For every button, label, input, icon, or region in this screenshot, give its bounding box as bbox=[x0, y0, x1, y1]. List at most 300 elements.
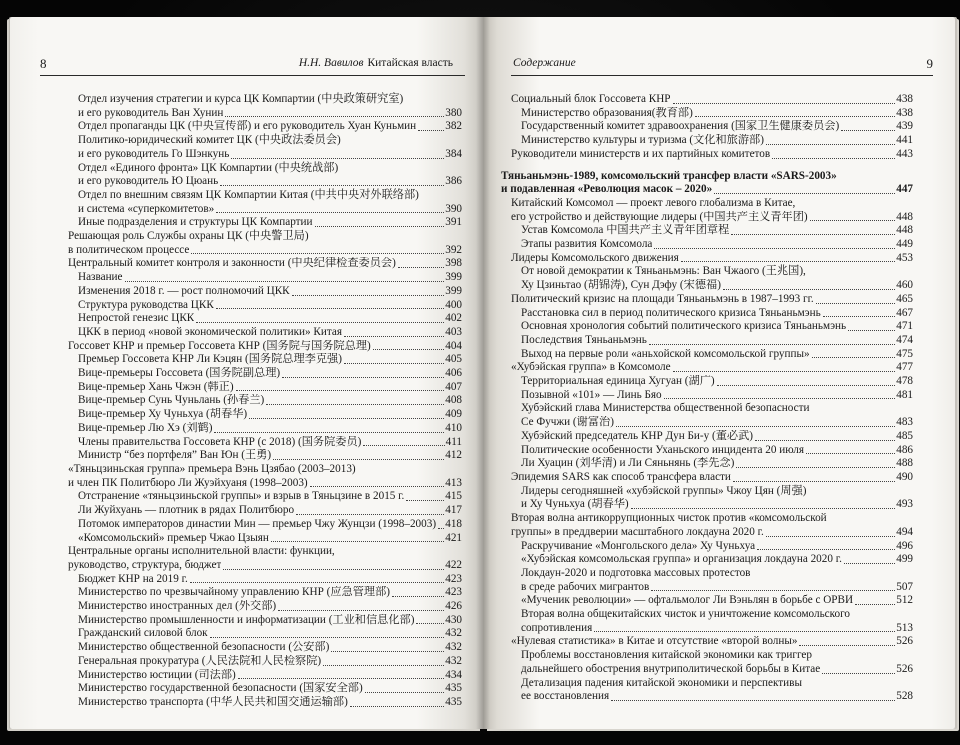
toc-page-number: 406 bbox=[445, 367, 462, 380]
toc-entry-line: Решающая роль Службы охраны ЦК (中央警卫局) bbox=[68, 230, 309, 243]
toc-page-number: 432 bbox=[445, 654, 462, 667]
right-page-header bbox=[513, 57, 933, 75]
toc-entry bbox=[68, 614, 462, 628]
toc-entry-title: Министерство общественной безопасности (公安部) bbox=[78, 641, 330, 654]
toc-section-heading bbox=[501, 183, 913, 197]
toc-entry-title: Вице-премьер Ху Чуньхуа (胡春华) bbox=[78, 408, 248, 421]
toc-page-number: 488 bbox=[896, 457, 913, 470]
toc-page-number: 475 bbox=[896, 347, 913, 360]
toc-page-number: 390 bbox=[445, 202, 462, 215]
toc-leader-dots bbox=[323, 665, 444, 666]
toc-entry-title: Хубэйский председатель КНР Дун Би-у (董必武) bbox=[521, 429, 754, 442]
toc-entry-title: Непростой генезис ЦКК bbox=[78, 312, 195, 325]
toc-page-number: 448 bbox=[896, 210, 913, 223]
toc-page-number: 448 bbox=[896, 224, 913, 237]
toc-page-number: 439 bbox=[896, 120, 913, 133]
toc-entry bbox=[68, 518, 462, 532]
toc-leader-dots bbox=[757, 549, 895, 550]
toc-page-number: 403 bbox=[445, 325, 462, 338]
toc-page-number: 465 bbox=[896, 292, 913, 305]
toc-leader-dots bbox=[438, 528, 444, 529]
toc-leader-dots bbox=[695, 116, 895, 117]
toc-entry bbox=[68, 627, 462, 641]
toc-entry bbox=[501, 334, 913, 348]
toc-entry-title: Министерство образования(教育部) bbox=[521, 106, 693, 119]
toc-entry bbox=[501, 594, 913, 608]
toc-leader-dots bbox=[806, 453, 895, 454]
toc-entry-title: Министерство промышленности и информатизации (工业和信息化部) bbox=[78, 613, 415, 626]
toc-page-number: 386 bbox=[445, 175, 462, 188]
toc-entry bbox=[68, 682, 462, 696]
toc-entry-title: Основная хронология событий политического кризиса Тяньаньмэнь bbox=[521, 320, 847, 333]
toc-entry-title: Вице-премьеры Госсовета (国务院副总理) bbox=[78, 367, 281, 380]
toc-entry-title: «Нулевая статистика» в Китае и отсутствие «второй волны» bbox=[511, 635, 798, 648]
toc-entry bbox=[68, 655, 462, 669]
toc-entry bbox=[68, 326, 462, 340]
toc-page-number: 426 bbox=[445, 600, 462, 613]
toc-page-number: 404 bbox=[445, 339, 462, 352]
toc-entry bbox=[501, 320, 913, 334]
author-name: Н.Н. Вавилов bbox=[298, 57, 364, 69]
toc-page-number: 418 bbox=[445, 517, 462, 530]
toc-page-number: 384 bbox=[445, 147, 462, 160]
toc-entry-title: и его руководитель Ван Хунин bbox=[78, 106, 224, 119]
toc-page-number: 486 bbox=[896, 443, 913, 456]
toc-leader-dots bbox=[331, 651, 444, 652]
toc-entry-title: Отстранение «тяньцзиньской группы» и взрыв в Тяньцзине в 2015 г. bbox=[78, 490, 405, 503]
toc-page-number: 417 bbox=[445, 504, 462, 517]
toc-page-number: 400 bbox=[445, 298, 462, 311]
toc-leader-dots bbox=[714, 193, 895, 194]
toc-entry bbox=[501, 120, 913, 134]
toc-entry bbox=[501, 279, 913, 293]
toc-leader-dots bbox=[191, 253, 444, 254]
toc-leader-dots bbox=[651, 590, 895, 591]
toc-entry-title: в среде рабочих мигрантов bbox=[521, 580, 650, 593]
toc-entry bbox=[501, 444, 913, 458]
toc-entry bbox=[501, 293, 913, 307]
toc-leader-dots bbox=[631, 508, 896, 509]
toc-page-number: 460 bbox=[896, 279, 913, 292]
right-page-number: 9 bbox=[926, 56, 933, 71]
right-toc bbox=[501, 93, 913, 704]
toc-entry bbox=[501, 348, 913, 362]
toc-leader-dots bbox=[799, 645, 895, 646]
toc-leader-dots bbox=[681, 261, 895, 262]
left-running-head bbox=[299, 57, 453, 69]
left-page-header bbox=[40, 57, 467, 75]
toc-entry bbox=[68, 408, 462, 422]
open-book bbox=[10, 17, 955, 729]
toc-page-number: 447 bbox=[896, 183, 913, 196]
toc-leader-dots bbox=[611, 700, 895, 701]
toc-page-number: 410 bbox=[445, 421, 462, 434]
toc-section-heading: Тяньаньмэнь-1989, комсомольский трансфер власти «SARS-2003» bbox=[501, 169, 837, 182]
toc-entry bbox=[501, 457, 913, 471]
toc-entry bbox=[501, 252, 913, 266]
toc-entry-title: ЦКК в период «новой экономической политики» Китая bbox=[78, 325, 342, 338]
toc-entry-title: Устав Комсомола 中国共产主义青年团章程 bbox=[521, 224, 730, 237]
toc-entry bbox=[68, 175, 462, 189]
toc-entry bbox=[68, 216, 462, 230]
toc-entry-title: Премьер Госсовета КНР Ли Кэцян (国务院总理李克强) bbox=[78, 353, 342, 366]
toc-entry-title: Этапы развития Комсомола bbox=[521, 238, 653, 251]
book-title: Китайская власть bbox=[367, 57, 453, 69]
toc-page-number: 499 bbox=[896, 553, 913, 566]
left-page-number: 8 bbox=[40, 56, 47, 71]
toc-page-number: 438 bbox=[896, 106, 913, 119]
toc-entry-line: «Тяньцзиньская группа» премьера Вэнь Цзябао (2003–2013) bbox=[68, 462, 356, 475]
toc-page-number: 405 bbox=[445, 353, 462, 366]
toc-entry bbox=[501, 389, 913, 403]
toc-entry bbox=[68, 107, 462, 121]
toc-entry-title: Министерство транспорта (中华人民共和国交通运输部) bbox=[78, 695, 348, 708]
toc-leader-dots bbox=[344, 363, 444, 364]
toc-entry-title: Изменения 2018 г. — рост полномочий ЦКК bbox=[78, 284, 290, 297]
toc-leader-dots bbox=[848, 330, 895, 331]
toc-page-number: 453 bbox=[896, 251, 913, 264]
toc-entry-line: Отдел по внешним связям ЦК Компартии Китая (中共中央对外联络部) bbox=[78, 188, 419, 201]
toc-entry bbox=[68, 532, 462, 546]
toc-entry bbox=[68, 490, 462, 504]
toc-entry bbox=[501, 211, 913, 225]
toc-leader-dots bbox=[823, 316, 896, 317]
toc-page-number: 471 bbox=[896, 320, 913, 333]
toc-entry bbox=[501, 307, 913, 321]
toc-entry bbox=[68, 600, 462, 614]
toc-entry-line: Вторая волна общекитайских чисток и уничтожение комсомольского bbox=[521, 608, 851, 621]
toc-entry bbox=[68, 586, 462, 600]
toc-entry-title: «Хубэйская группа» в Комсомоле bbox=[511, 361, 671, 374]
toc-entry-title: руководство, структура, бюджет bbox=[68, 558, 222, 571]
toc-leader-dots bbox=[315, 226, 445, 227]
toc-page-number: 478 bbox=[896, 375, 913, 388]
toc-page-number: 407 bbox=[445, 380, 462, 393]
toc-entry bbox=[501, 540, 913, 554]
toc-leader-dots bbox=[416, 623, 444, 624]
toc-leader-dots bbox=[273, 459, 444, 460]
toc-entry bbox=[68, 422, 462, 436]
toc-page-number: 409 bbox=[445, 408, 462, 421]
toc-entry bbox=[68, 203, 462, 217]
right-page bbox=[483, 17, 955, 729]
toc-entry bbox=[501, 663, 913, 677]
toc-page-number: 438 bbox=[896, 93, 913, 105]
toc-leader-dots bbox=[616, 426, 895, 427]
toc-page-number: 435 bbox=[445, 695, 462, 708]
toc-entry-line: Отдел изучения стратегии и курса ЦК Компартии (中央政策研究室) bbox=[78, 93, 404, 105]
toc-page-number: 477 bbox=[896, 361, 913, 374]
toc-leader-dots bbox=[216, 308, 444, 309]
toc-entry-line: Отдел «Единого фронта» ЦК Компартии (中央统战部) bbox=[78, 161, 339, 174]
toc-entry-line: Детализация падения китайской экономики и перспективы bbox=[521, 676, 802, 689]
toc-leader-dots bbox=[278, 610, 444, 611]
toc-entry-title: Лидеры Комсомольского движения bbox=[511, 251, 679, 264]
toc-entry bbox=[68, 120, 462, 134]
toc-entry bbox=[501, 224, 913, 238]
toc-entry bbox=[68, 257, 462, 271]
toc-entry-title: ее восстановления bbox=[521, 690, 610, 703]
toc-entry-title: Структура руководства ЦКК bbox=[78, 298, 214, 311]
toc-entry bbox=[68, 244, 462, 258]
toc-entry-title: «Комсомольский» премьер Чжао Цзыян bbox=[78, 531, 269, 544]
toc-entry bbox=[501, 622, 913, 636]
toc-page-number: 512 bbox=[896, 594, 913, 607]
toc-leader-dots bbox=[733, 481, 895, 482]
toc-entry-title: Министерство иностранных дел (外交部) bbox=[78, 600, 277, 613]
toc-page-number: 513 bbox=[896, 621, 913, 634]
toc-entry-title: Политический кризис на площади Тяньаньмэнь в 1987–1993 гг. bbox=[511, 292, 814, 305]
toc-leader-dots bbox=[673, 103, 896, 104]
toc-entry-title: Социальный блок Госсовета КНР bbox=[511, 93, 671, 105]
toc-entry-title: Руководители министерств и их партийных комитетов bbox=[511, 147, 771, 160]
toc-leader-dots bbox=[292, 295, 445, 296]
toc-page-number: 423 bbox=[445, 586, 462, 599]
toc-entry-line: Центральные органы исполнительной власти: функции, bbox=[68, 545, 335, 558]
toc-entry bbox=[68, 312, 462, 326]
toc-leader-dots bbox=[214, 432, 444, 433]
toc-page-number: 485 bbox=[896, 429, 913, 442]
toc-page-number: 412 bbox=[445, 449, 462, 462]
toc-entry bbox=[68, 353, 462, 367]
toc-entry-title: Потомок императоров династии Мин — премьер Чжу Жунцзи (1998–2003) bbox=[78, 517, 437, 530]
toc-page-number: 496 bbox=[896, 539, 913, 552]
toc-entry bbox=[68, 641, 462, 655]
toc-entry-line: Локдаун-2020 и подготовка массовых протестов bbox=[521, 566, 751, 579]
toc-leader-dots bbox=[216, 212, 444, 213]
toc-entry bbox=[68, 504, 462, 518]
toc-leader-dots bbox=[812, 357, 896, 358]
toc-page-number: 413 bbox=[445, 476, 462, 489]
toc-entry-title: сопротивления bbox=[521, 621, 593, 634]
toc-leader-dots bbox=[392, 596, 444, 597]
toc-page-number: 483 bbox=[896, 416, 913, 429]
toc-leader-dots bbox=[282, 377, 444, 378]
toc-entry bbox=[501, 238, 913, 252]
toc-entry bbox=[501, 148, 913, 162]
toc-leader-dots bbox=[673, 371, 896, 372]
toc-entry bbox=[68, 436, 462, 450]
toc-leader-dots bbox=[755, 440, 895, 441]
toc-leader-dots bbox=[296, 514, 444, 515]
toc-leader-dots bbox=[406, 500, 444, 501]
toc-leader-dots bbox=[810, 220, 896, 221]
toc-leader-dots bbox=[731, 234, 895, 235]
toc-entry-title: дальнейшего обострения внутриполитической борьбы в Китае bbox=[521, 662, 821, 675]
toc-page-number: 432 bbox=[445, 641, 462, 654]
toc-leader-dots bbox=[772, 158, 895, 159]
toc-page-number: 432 bbox=[445, 627, 462, 640]
left-page bbox=[10, 17, 483, 729]
toc-leader-dots bbox=[310, 486, 445, 487]
toc-leader-dots bbox=[266, 404, 444, 405]
toc-entry-title: Политические особенности Уханьского инцидента 20 июля bbox=[521, 443, 805, 456]
toc-leader-dots bbox=[220, 185, 444, 186]
toc-entry-title: Гражданский силовой блок bbox=[78, 627, 208, 640]
toc-entry bbox=[68, 148, 462, 162]
toc-page-number: 435 bbox=[445, 682, 462, 695]
toc-entry bbox=[501, 361, 913, 375]
toc-leader-dots bbox=[350, 706, 444, 707]
toc-entry-title: Вице-премьер Сунь Чуньлань (孙春兰) bbox=[78, 394, 265, 407]
toc-leader-dots bbox=[236, 390, 445, 391]
toc-entry-title: в политическом процессе bbox=[68, 243, 190, 256]
toc-entry bbox=[501, 635, 913, 649]
toc-leader-dots bbox=[855, 604, 895, 605]
section-gap bbox=[501, 162, 913, 170]
toc-entry-title: Министр “без портфеля” Ван Юн (王勇) bbox=[78, 449, 272, 462]
toc-leader-dots bbox=[594, 631, 895, 632]
toc-entry-title: его устройство и действующие лидеры (中国共产主义青年团) bbox=[511, 210, 808, 223]
toc-leader-dots bbox=[373, 349, 444, 350]
toc-leader-dots bbox=[844, 563, 895, 564]
toc-entry-line: Хубэйский глава Министерства общественной безопасности bbox=[521, 402, 810, 415]
toc-entry bbox=[501, 498, 913, 512]
toc-entry-title: Выход на первые роли «аньхойской комсомольской группы» bbox=[521, 347, 810, 360]
toc-entry-title: Отдел пропаганды ЦК (中央宣传部) и его руководитель Хуан Куньмин bbox=[78, 120, 417, 133]
toc-entry bbox=[68, 477, 462, 491]
toc-entry-title: Бюджет КНР на 2019 г. bbox=[78, 572, 188, 585]
toc-page-number: 434 bbox=[445, 668, 462, 681]
toc-entry-title: и член ПК Политбюро Ли Жуэйхуаня (1998–2003) bbox=[68, 476, 308, 489]
toc-entry bbox=[68, 271, 462, 285]
left-header-rule bbox=[40, 75, 465, 76]
toc-entry-title: и система «суперкомитетов» bbox=[78, 202, 215, 215]
toc-leader-dots bbox=[766, 144, 895, 145]
toc-entry bbox=[501, 93, 913, 107]
toc-leader-dots bbox=[841, 130, 895, 131]
toc-page-number: 415 bbox=[445, 490, 462, 503]
toc-leader-dots bbox=[125, 281, 445, 282]
toc-entry bbox=[68, 449, 462, 463]
toc-entry bbox=[501, 107, 913, 121]
toc-entry-title: Территориальная единица Хугуан (湖广) bbox=[521, 375, 715, 388]
toc-entry bbox=[68, 381, 462, 395]
toc-leader-dots bbox=[649, 344, 895, 345]
toc-entry-title: Последствия Тяньаньмэнь bbox=[521, 333, 647, 346]
toc-entry bbox=[501, 416, 913, 430]
toc-leader-dots bbox=[225, 116, 444, 117]
toc-entry-title: Ли Жуйхуань — плотник в рядах Политбюро bbox=[78, 504, 295, 517]
toc-page-number: 422 bbox=[445, 558, 462, 571]
toc-page-number: 391 bbox=[445, 216, 462, 229]
toc-page-number: 441 bbox=[896, 134, 913, 147]
toc-page-number: 408 bbox=[445, 394, 462, 407]
toc-leader-dots bbox=[418, 130, 444, 131]
toc-page-number: 411 bbox=[445, 435, 462, 448]
toc-entry bbox=[68, 696, 462, 710]
toc-leader-dots bbox=[816, 303, 896, 304]
toc-entry-title: Министерство государственной безопасности (国家安全部) bbox=[78, 682, 363, 695]
toc-leader-dots bbox=[249, 418, 444, 419]
toc-entry-title: и его руководитель Ю Цюань bbox=[78, 175, 219, 188]
toc-page-number: 430 bbox=[445, 613, 462, 626]
toc-page-number: 494 bbox=[896, 525, 913, 538]
toc-leader-dots bbox=[723, 289, 895, 290]
toc-entry-title: Генеральная прокуратура (人民法院和人民检察院) bbox=[78, 654, 322, 667]
toc-page-number: 421 bbox=[445, 531, 462, 544]
toc-entry bbox=[68, 367, 462, 381]
toc-entry bbox=[501, 430, 913, 444]
toc-entry-title: и его руководитель Го Шэнкунь bbox=[78, 147, 230, 160]
toc-leader-dots bbox=[398, 267, 444, 268]
toc-leader-dots bbox=[210, 637, 445, 638]
toc-entry-title: Позывной «101» — Линь Бяо bbox=[521, 388, 662, 401]
toc-entry-title: Вице-премьер Лю Хэ (刘鹤) bbox=[78, 421, 213, 434]
toc-entry-line: Китайский Комсомол — проект левого глобализма в Китае, bbox=[511, 196, 796, 209]
toc-page-number: 474 bbox=[896, 333, 913, 346]
toc-page-number: 399 bbox=[445, 284, 462, 297]
toc-entry bbox=[68, 394, 462, 408]
toc-leader-dots bbox=[822, 673, 895, 674]
toc-entry bbox=[68, 669, 462, 683]
toc-leader-dots bbox=[344, 336, 444, 337]
toc-page-number: 507 bbox=[896, 580, 913, 593]
toc-entry bbox=[68, 573, 462, 587]
toc-page-number: 398 bbox=[445, 257, 462, 270]
toc-page-number: 526 bbox=[896, 662, 913, 675]
toc-entry-title: Ху Цзиньтао (胡锦涛), Сун Дэфу (宋德福) bbox=[521, 279, 721, 292]
toc-page-number: 402 bbox=[445, 312, 462, 325]
toc-leader-dots bbox=[223, 569, 444, 570]
toc-entry-title: Вице-премьер Хань Чжэн (韩正) bbox=[78, 380, 234, 393]
toc-entry-title: Се Фучжи (谢富治) bbox=[521, 416, 614, 429]
toc-leader-dots bbox=[238, 678, 444, 679]
toc-entry bbox=[501, 526, 913, 540]
toc-entry bbox=[501, 471, 913, 485]
toc-entry-title: Ли Хуацин (刘华清) и Ли Сяньнянь (李先念) bbox=[521, 457, 735, 470]
toc-entry bbox=[501, 134, 913, 148]
left-toc bbox=[68, 93, 462, 710]
toc-entry bbox=[501, 581, 913, 595]
toc-entry-title: «Хубэйская комсомольская группа» и организация локдауна 2020 г. bbox=[521, 553, 842, 566]
toc-entry bbox=[501, 690, 913, 704]
toc-page-number: 399 bbox=[445, 271, 462, 284]
right-running-head: Содержание bbox=[513, 57, 576, 69]
toc-entry-line: От новой демократии к Тяньаньмэнь: Ван Чжаого (王兆国), bbox=[521, 265, 806, 278]
toc-entry-title: Расстановка сил в период политического кризиса Тяньаньмэнь bbox=[521, 306, 821, 319]
toc-entry-line: Проблемы восстановления китайской экономики как триггер bbox=[521, 649, 812, 662]
toc-page-number: 493 bbox=[896, 498, 913, 511]
toc-leader-dots bbox=[664, 398, 896, 399]
toc-entry-title: Центральный комитет контроля и законности (中央纪律检查委员会) bbox=[68, 257, 396, 270]
toc-page-number: 528 bbox=[896, 690, 913, 703]
toc-entry-line: Лидеры сегодняшней «хубэйской группы» Чжоу Цян (周强) bbox=[521, 484, 807, 497]
toc-leader-dots bbox=[717, 385, 896, 386]
toc-page-number: 443 bbox=[896, 147, 913, 160]
toc-entry-title: Министерство по чрезвычайному управлению КНР (应急管理部) bbox=[78, 586, 391, 599]
toc-leader-dots bbox=[231, 158, 444, 159]
toc-page-number: 467 bbox=[896, 306, 913, 319]
toc-entry-title: и Ху Чуньхуа (胡春华) bbox=[521, 498, 629, 511]
toc-entry-title: Члены правительства Госсовета КНР (с 2018) (国务院委员) bbox=[78, 435, 362, 448]
toc-entry bbox=[501, 553, 913, 567]
toc-entry bbox=[68, 285, 462, 299]
toc-page-number: 380 bbox=[445, 106, 462, 119]
toc-entry bbox=[68, 340, 462, 354]
toc-entry bbox=[501, 375, 913, 389]
toc-page-number: 449 bbox=[896, 238, 913, 251]
toc-entry-title: Госсовет КНР и премьер Госсовета КНР (国务院与国务院总理) bbox=[68, 339, 371, 352]
toc-entry-title: Иные подразделения и структуры ЦК Компартии bbox=[78, 216, 313, 229]
toc-entry-title: Название bbox=[78, 271, 123, 284]
toc-leader-dots bbox=[196, 322, 444, 323]
toc-leader-dots bbox=[271, 541, 444, 542]
toc-leader-dots bbox=[766, 536, 895, 537]
toc-page-number: 481 bbox=[896, 388, 913, 401]
toc-page-number: 526 bbox=[896, 635, 913, 648]
right-header-rule bbox=[511, 75, 933, 76]
